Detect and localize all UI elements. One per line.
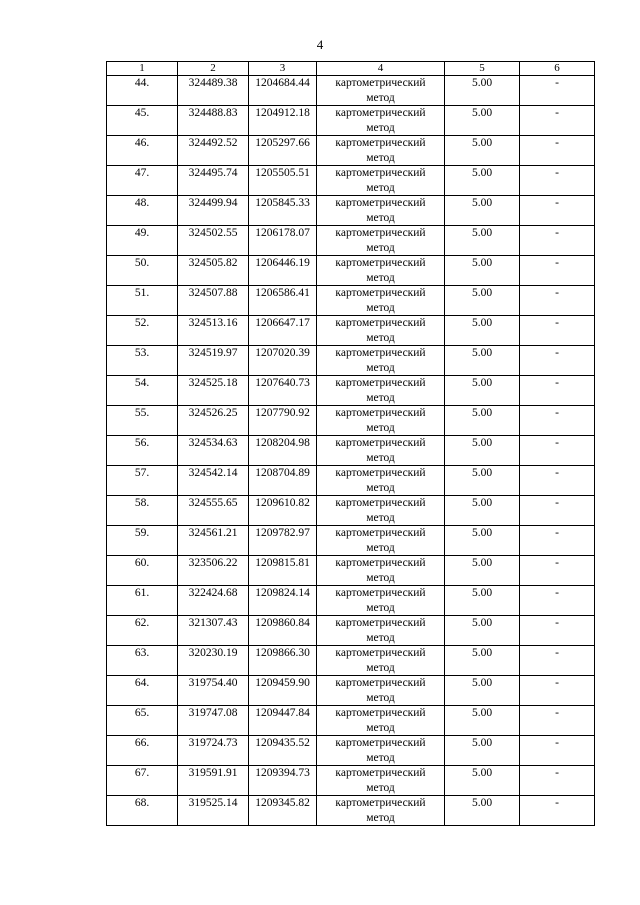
method-line-1: картометрический bbox=[335, 317, 426, 329]
table-row bbox=[107, 676, 595, 706]
x-coordinate-cell: 324534.63 bbox=[178, 436, 249, 466]
method-cell bbox=[317, 136, 445, 166]
precision-cell: 5.00 bbox=[445, 136, 520, 166]
note-cell: - bbox=[520, 196, 595, 226]
x-coordinate-cell: 324492.52 bbox=[178, 136, 249, 166]
note-cell: - bbox=[520, 316, 595, 346]
point-number-cell: 47. bbox=[107, 166, 178, 196]
y-coordinate-cell: 1209394.73 bbox=[249, 766, 317, 796]
y-coordinate-cell: 1209435.52 bbox=[249, 736, 317, 766]
y-coordinate-cell: 1209610.82 bbox=[249, 496, 317, 526]
note-cell: - bbox=[520, 436, 595, 466]
x-coordinate-cell: 324519.97 bbox=[178, 346, 249, 376]
y-coordinate-cell: 1209824.14 bbox=[249, 586, 317, 616]
method-cell bbox=[317, 766, 445, 796]
precision-cell: 5.00 bbox=[445, 226, 520, 256]
x-coordinate-cell: 324507.88 bbox=[178, 286, 249, 316]
column-header: 6 bbox=[520, 62, 595, 76]
precision-cell: 5.00 bbox=[445, 256, 520, 286]
point-number-cell: 57. bbox=[107, 466, 178, 496]
table-row bbox=[107, 376, 595, 406]
precision-cell: 5.00 bbox=[445, 796, 520, 826]
method-line-2: метод bbox=[366, 721, 395, 734]
precision-cell: 5.00 bbox=[445, 436, 520, 466]
table-row bbox=[107, 556, 595, 586]
method-line-2: метод bbox=[366, 511, 395, 524]
point-number-cell: 64. bbox=[107, 676, 178, 706]
point-number-cell: 59. bbox=[107, 526, 178, 556]
table-row bbox=[107, 766, 595, 796]
point-number-cell: 56. bbox=[107, 436, 178, 466]
method-line-2: метод bbox=[366, 541, 395, 554]
method-line-2: метод bbox=[366, 451, 395, 464]
y-coordinate-cell: 1208704.89 bbox=[249, 466, 317, 496]
method-line-1: картометрический bbox=[335, 77, 426, 89]
x-coordinate-cell: 324489.38 bbox=[178, 76, 249, 106]
precision-cell: 5.00 bbox=[445, 766, 520, 796]
point-number-cell: 48. bbox=[107, 196, 178, 226]
page-number: 4 bbox=[316, 37, 324, 52]
method-line-2: метод bbox=[366, 331, 395, 344]
method-cell bbox=[317, 436, 445, 466]
method-cell bbox=[317, 556, 445, 586]
precision-cell: 5.00 bbox=[445, 316, 520, 346]
point-number-cell: 58. bbox=[107, 496, 178, 526]
y-coordinate-cell: 1209815.81 bbox=[249, 556, 317, 586]
method-line-2: метод bbox=[366, 631, 395, 644]
method-line-1: картометрический bbox=[335, 137, 426, 149]
point-number-cell: 62. bbox=[107, 616, 178, 646]
table-row bbox=[107, 736, 595, 766]
x-coordinate-cell: 324513.16 bbox=[178, 316, 249, 346]
column-header: 5 bbox=[445, 62, 520, 76]
note-cell: - bbox=[520, 796, 595, 826]
method-line-2: метод bbox=[366, 91, 395, 104]
method-cell bbox=[317, 496, 445, 526]
table-row bbox=[107, 286, 595, 316]
table-row bbox=[107, 406, 595, 436]
x-coordinate-cell: 319724.73 bbox=[178, 736, 249, 766]
note-cell: - bbox=[520, 136, 595, 166]
method-cell bbox=[317, 406, 445, 436]
method-line-2: метод bbox=[366, 241, 395, 254]
y-coordinate-cell: 1207020.39 bbox=[249, 346, 317, 376]
table-row bbox=[107, 316, 595, 346]
y-coordinate-cell: 1207640.73 bbox=[249, 376, 317, 406]
x-coordinate-cell: 319525.14 bbox=[178, 796, 249, 826]
point-number-cell: 53. bbox=[107, 346, 178, 376]
x-coordinate-cell: 322424.68 bbox=[178, 586, 249, 616]
method-line-2: метод bbox=[366, 121, 395, 134]
x-coordinate-cell: 324502.55 bbox=[178, 226, 249, 256]
x-coordinate-cell: 323506.22 bbox=[178, 556, 249, 586]
method-cell bbox=[317, 346, 445, 376]
note-cell: - bbox=[520, 286, 595, 316]
method-cell bbox=[317, 466, 445, 496]
table-row bbox=[107, 436, 595, 466]
table-row bbox=[107, 76, 595, 106]
method-line-1: картометрический bbox=[335, 257, 426, 269]
table-row bbox=[107, 646, 595, 676]
x-coordinate-cell: 324525.18 bbox=[178, 376, 249, 406]
x-coordinate-cell: 320230.19 bbox=[178, 646, 249, 676]
method-line-2: метод bbox=[366, 781, 395, 794]
method-line-1: картометрический bbox=[335, 527, 426, 539]
note-cell: - bbox=[520, 376, 595, 406]
table-row bbox=[107, 796, 595, 826]
precision-cell: 5.00 bbox=[445, 586, 520, 616]
note-cell: - bbox=[520, 496, 595, 526]
precision-cell: 5.00 bbox=[445, 376, 520, 406]
x-coordinate-cell: 324542.14 bbox=[178, 466, 249, 496]
y-coordinate-cell: 1209447.84 bbox=[249, 706, 317, 736]
method-cell bbox=[317, 706, 445, 736]
note-cell: - bbox=[520, 526, 595, 556]
method-line-1: картометрический bbox=[335, 737, 426, 749]
table-row bbox=[107, 226, 595, 256]
y-coordinate-cell: 1208204.98 bbox=[249, 436, 317, 466]
method-line-2: метод bbox=[366, 571, 395, 584]
y-coordinate-cell: 1204684.44 bbox=[249, 76, 317, 106]
column-header: 2 bbox=[178, 62, 249, 76]
x-coordinate-cell: 319591.91 bbox=[178, 766, 249, 796]
method-cell bbox=[317, 796, 445, 826]
precision-cell: 5.00 bbox=[445, 406, 520, 436]
method-line-1: картометрический bbox=[335, 467, 426, 479]
precision-cell: 5.00 bbox=[445, 706, 520, 736]
method-cell bbox=[317, 526, 445, 556]
method-line-1: картометрический bbox=[335, 287, 426, 299]
method-line-1: картометрический bbox=[335, 167, 426, 179]
note-cell: - bbox=[520, 736, 595, 766]
method-line-1: картометрический bbox=[335, 617, 426, 629]
method-line-1: картометрический bbox=[335, 107, 426, 119]
note-cell: - bbox=[520, 346, 595, 376]
method-line-2: метод bbox=[366, 751, 395, 764]
precision-cell: 5.00 bbox=[445, 196, 520, 226]
table-row bbox=[107, 586, 595, 616]
precision-cell: 5.00 bbox=[445, 106, 520, 136]
point-number-cell: 50. bbox=[107, 256, 178, 286]
precision-cell: 5.00 bbox=[445, 646, 520, 676]
point-number-cell: 60. bbox=[107, 556, 178, 586]
point-number-cell: 61. bbox=[107, 586, 178, 616]
table-row bbox=[107, 166, 595, 196]
method-cell bbox=[317, 676, 445, 706]
point-number-cell: 68. bbox=[107, 796, 178, 826]
y-coordinate-cell: 1207790.92 bbox=[249, 406, 317, 436]
note-cell: - bbox=[520, 646, 595, 676]
point-number-cell: 44. bbox=[107, 76, 178, 106]
x-coordinate-cell: 324505.82 bbox=[178, 256, 249, 286]
table-row bbox=[107, 136, 595, 166]
method-line-2: метод bbox=[366, 211, 395, 224]
table-row bbox=[107, 496, 595, 526]
point-number-cell: 45. bbox=[107, 106, 178, 136]
note-cell: - bbox=[520, 766, 595, 796]
y-coordinate-cell: 1206586.41 bbox=[249, 286, 317, 316]
table-row bbox=[107, 196, 595, 226]
method-cell bbox=[317, 196, 445, 226]
method-line-2: метод bbox=[366, 361, 395, 374]
x-coordinate-cell: 324561.21 bbox=[178, 526, 249, 556]
method-line-1: картометрический bbox=[335, 647, 426, 659]
note-cell: - bbox=[520, 676, 595, 706]
precision-cell: 5.00 bbox=[445, 676, 520, 706]
method-cell bbox=[317, 316, 445, 346]
precision-cell: 5.00 bbox=[445, 736, 520, 766]
precision-cell: 5.00 bbox=[445, 166, 520, 196]
method-cell bbox=[317, 646, 445, 676]
note-cell: - bbox=[520, 706, 595, 736]
note-cell: - bbox=[520, 406, 595, 436]
table-header-row bbox=[107, 62, 595, 76]
method-line-2: метод bbox=[366, 181, 395, 194]
method-line-1: картометрический bbox=[335, 437, 426, 449]
point-number-cell: 52. bbox=[107, 316, 178, 346]
method-line-1: картометрический bbox=[335, 497, 426, 509]
x-coordinate-cell: 324555.65 bbox=[178, 496, 249, 526]
method-line-1: картометрический bbox=[335, 587, 426, 599]
note-cell: - bbox=[520, 76, 595, 106]
method-line-1: картометрический bbox=[335, 407, 426, 419]
method-cell bbox=[317, 286, 445, 316]
method-line-1: картометрический bbox=[335, 557, 426, 569]
table-row bbox=[107, 346, 595, 376]
precision-cell: 5.00 bbox=[445, 346, 520, 376]
x-coordinate-cell: 324499.94 bbox=[178, 196, 249, 226]
table-row bbox=[107, 616, 595, 646]
note-cell: - bbox=[520, 556, 595, 586]
y-coordinate-cell: 1205297.66 bbox=[249, 136, 317, 166]
point-number-cell: 65. bbox=[107, 706, 178, 736]
y-coordinate-cell: 1209345.82 bbox=[249, 796, 317, 826]
point-number-cell: 55. bbox=[107, 406, 178, 436]
y-coordinate-cell: 1206446.19 bbox=[249, 256, 317, 286]
method-line-1: картометрический bbox=[335, 677, 426, 689]
method-line-2: метод bbox=[366, 151, 395, 164]
x-coordinate-cell: 324526.25 bbox=[178, 406, 249, 436]
method-line-2: метод bbox=[366, 301, 395, 314]
table-row bbox=[107, 466, 595, 496]
y-coordinate-cell: 1205845.33 bbox=[249, 196, 317, 226]
method-line-2: метод bbox=[366, 811, 395, 824]
method-line-2: метод bbox=[366, 661, 395, 674]
note-cell: - bbox=[520, 256, 595, 286]
method-cell bbox=[317, 106, 445, 136]
point-number-cell: 67. bbox=[107, 766, 178, 796]
method-cell bbox=[317, 256, 445, 286]
method-line-2: метод bbox=[366, 271, 395, 284]
method-cell bbox=[317, 376, 445, 406]
note-cell: - bbox=[520, 226, 595, 256]
method-cell bbox=[317, 226, 445, 256]
method-cell bbox=[317, 616, 445, 646]
y-coordinate-cell: 1209860.84 bbox=[249, 616, 317, 646]
precision-cell: 5.00 bbox=[445, 556, 520, 586]
method-line-1: картометрический bbox=[335, 197, 426, 209]
y-coordinate-cell: 1209782.97 bbox=[249, 526, 317, 556]
note-cell: - bbox=[520, 616, 595, 646]
method-line-2: метод bbox=[366, 601, 395, 614]
x-coordinate-cell: 319747.08 bbox=[178, 706, 249, 736]
y-coordinate-cell: 1209866.30 bbox=[249, 646, 317, 676]
point-number-cell: 51. bbox=[107, 286, 178, 316]
point-number-cell: 54. bbox=[107, 376, 178, 406]
point-number-cell: 49. bbox=[107, 226, 178, 256]
method-line-1: картометрический bbox=[335, 227, 426, 239]
column-header: 1 bbox=[107, 62, 178, 76]
column-header: 3 bbox=[249, 62, 317, 76]
method-line-2: метод bbox=[366, 691, 395, 704]
y-coordinate-cell: 1205505.51 bbox=[249, 166, 317, 196]
method-cell bbox=[317, 736, 445, 766]
y-coordinate-cell: 1206178.07 bbox=[249, 226, 317, 256]
method-cell bbox=[317, 586, 445, 616]
table-row bbox=[107, 706, 595, 736]
column-header: 4 bbox=[317, 62, 445, 76]
note-cell: - bbox=[520, 466, 595, 496]
precision-cell: 5.00 bbox=[445, 286, 520, 316]
table-row bbox=[107, 526, 595, 556]
method-line-1: картометрический bbox=[335, 377, 426, 389]
coordinates-table bbox=[106, 61, 595, 826]
x-coordinate-cell: 321307.43 bbox=[178, 616, 249, 646]
note-cell: - bbox=[520, 106, 595, 136]
method-line-1: картометрический bbox=[335, 707, 426, 719]
method-cell bbox=[317, 166, 445, 196]
precision-cell: 5.00 bbox=[445, 526, 520, 556]
precision-cell: 5.00 bbox=[445, 76, 520, 106]
point-number-cell: 46. bbox=[107, 136, 178, 166]
precision-cell: 5.00 bbox=[445, 496, 520, 526]
table-row bbox=[107, 106, 595, 136]
method-line-1: картометрический bbox=[335, 767, 426, 779]
method-line-2: метод bbox=[366, 391, 395, 404]
precision-cell: 5.00 bbox=[445, 616, 520, 646]
x-coordinate-cell: 324488.83 bbox=[178, 106, 249, 136]
point-number-cell: 66. bbox=[107, 736, 178, 766]
method-cell bbox=[317, 76, 445, 106]
note-cell: - bbox=[520, 166, 595, 196]
method-line-1: картометрический bbox=[335, 347, 426, 359]
y-coordinate-cell: 1209459.90 bbox=[249, 676, 317, 706]
method-line-2: метод bbox=[366, 481, 395, 494]
note-cell: - bbox=[520, 586, 595, 616]
x-coordinate-cell: 319754.40 bbox=[178, 676, 249, 706]
x-coordinate-cell: 324495.74 bbox=[178, 166, 249, 196]
table-row bbox=[107, 256, 595, 286]
method-line-1: картометрический bbox=[335, 797, 426, 809]
precision-cell: 5.00 bbox=[445, 466, 520, 496]
point-number-cell: 63. bbox=[107, 646, 178, 676]
method-line-2: метод bbox=[366, 421, 395, 434]
y-coordinate-cell: 1204912.18 bbox=[249, 106, 317, 136]
y-coordinate-cell: 1206647.17 bbox=[249, 316, 317, 346]
